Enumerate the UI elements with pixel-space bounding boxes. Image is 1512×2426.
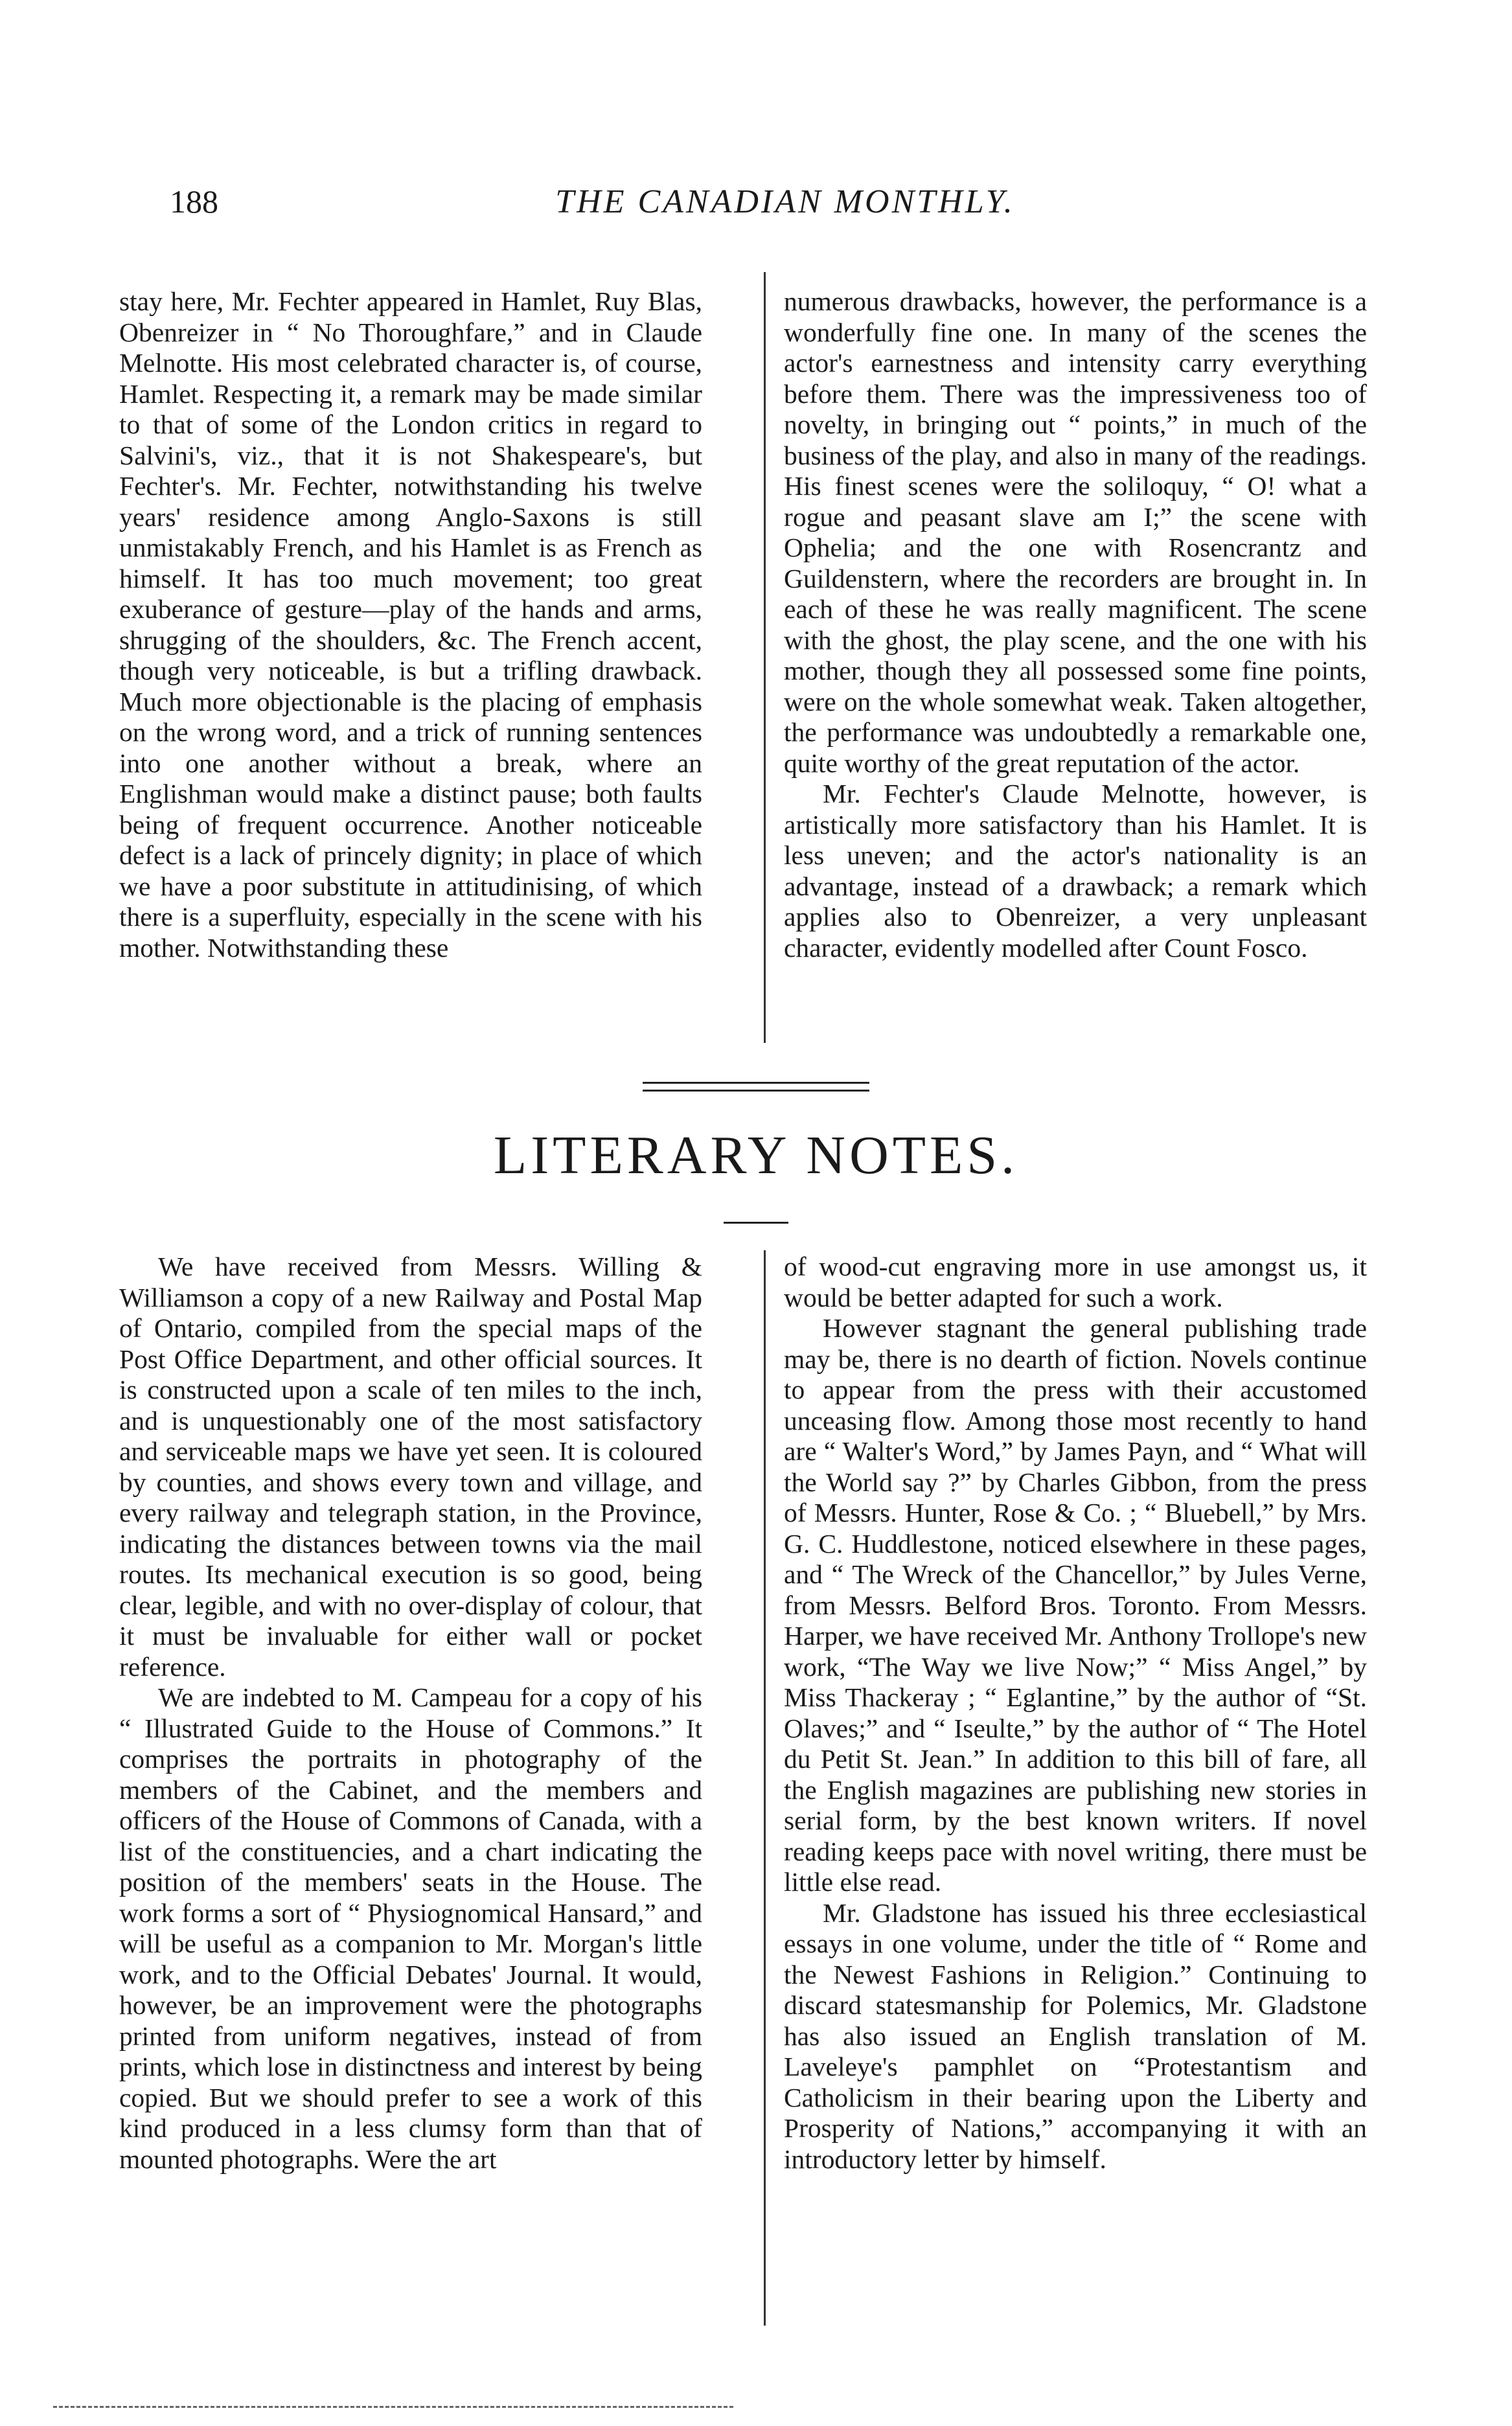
- footer-scan-mark: [53, 2406, 733, 2413]
- review-right-paragraph-2: Mr. Fechter's Claude Melnotte, however, is artistically more satisfactory than his Hamlet. It is less uneven; and the actor's nationality is an advantage, instead of a drawback; a remark which applies also to Obenreizer, a very unpleasant character, evidently modelled after Count Fosco.: [784, 779, 1367, 963]
- notes-left-paragraph-1: We have received from Messrs. Willing & Williamson a copy of a new Railway and Postal Map of Ontario, compiled from the special maps of the Post Office Department, and other official sources. It is constructed upon a scale of ten miles to the inch, and is unquestionably one of the most satisfactory and serviceable maps we have yet seen. It is coloured by counties, and shows every town and village, and every railway and telegraph station, in the Province, indicating the distances between towns via the mail routes. Its mechanical execution is so good, being clear, legible, and with no over-display of colour, that it must be invaluable for either wall or pocket reference.: [119, 1252, 702, 1682]
- section-divider-line-1: [643, 1082, 869, 1084]
- review-left-column: [119, 286, 702, 963]
- review-right-column: [784, 286, 1367, 963]
- review-left-paragraph-1: stay here, Mr. Fechter appeared in Hamlet, Ruy Blas, Obenreizer in “ No Thoroughfare,” and in Claude Melnotte. His most celebrated character is, of course, Hamlet. Respecting it, a remark may be made similar to that of some of the London critics in regard to Salvini's, viz., that it is not Shakespeare's, but Fechter's. Mr. Fechter, notwithstanding his twelve years' residence among Anglo-Saxons is still unmistakably French, and his Hamlet is as French as himself. It has too much movement; too great exuberance of gesture—play of the hands and arms, shrugging of the shoulders, &c. The French accent, though very noticeable, is but a trifling drawback. Much more objectionable is the placing of emphasis on the wrong word, and a trick of running sentences into one another without a break, where an Englishman would make a distinct pause; both faults being of frequent occurrence. Another noticeable defect is a lack of princely dignity; in place of which we have a poor substitute in attitudinising, of which there is a superfluity, especially in the scene with his mother. Notwithstanding these: [119, 286, 702, 963]
- page-header: [170, 183, 1401, 235]
- notes-right-paragraph-1: of wood-cut engraving more in use amongst us, it would be better adapted for such a work.: [784, 1252, 1367, 1312]
- review-right-paragraph-1: numerous drawbacks, however, the performance is a wonderfully fine one. In many of the scenes the actor's earnestness and intensity carry everything before them. There was the impressiveness too of novelty, in bringing out “ points,” in much of the business of the play, and also in many of the readings. His finest scenes were the soliloquy, “ O! what a rogue and peasant slave am I;” the scene with Ophelia; and the one with Rosencrantz and Guildenstern, where the recorders are brought in. In each of these he was really magnificent. The scene with the ghost, the play scene, and the one with his mother, though they all possessed some fine points, were on the whole somewhat weak. Taken altogether, the performance was undoubtedly a remarkable one, quite worthy of the great reputation of the actor.: [784, 286, 1367, 778]
- notes-left-column: [119, 1252, 702, 2175]
- column-separator-top: [764, 272, 766, 1043]
- section-title-literary-notes: LITERARY NOTES.: [493, 1125, 1019, 1185]
- title-underline: [724, 1222, 788, 1224]
- page-number: 188: [170, 183, 218, 220]
- notes-left-paragraph-2: We are indebted to M. Campeau for a copy of his “ Illustrated Guide to the House of Commons.” It comprises the portraits in photography of the members of the Cabinet, and the members and officers of the House of Commons of Canada, with a list of the constituencies, and a chart indicating the position of the members' seats in the House. The work forms a sort of “ Physiognomical Hansard,” and will be useful as a companion to Mr. Morgan's little work, and to the Official Debates' Journal. It would, however, be an improvement were the photographs printed from uniform negatives, instead of from prints, which lose in distinctness and interest by being copied. But we should prefer to see a work of this kind produced in a less clumsy form than that of mounted photographs. Were the art: [119, 1682, 702, 2174]
- running-title: THE CANADIAN MONTHLY.: [555, 183, 1015, 220]
- notes-right-paragraph-3: Mr. Gladstone has issued his three ecclesiastical essays in one volume, under the title of “ Rome and the Newest Fashions in Religion.” Continuing to discard statesmanship for Polemics, Mr. Gladstone has also issued an English translation of M. Laveleye's pamphlet on “Protestantism and Catholicism in their bearing upon the Liberty and Prosperity of Nations,” accompanying it with an introductory letter by himself.: [784, 1897, 1367, 2174]
- column-separator-bottom: [764, 1250, 766, 2326]
- section-divider-line-2: [643, 1090, 869, 1092]
- notes-right-column: [784, 1252, 1367, 2175]
- notes-right-paragraph-2: However stagnant the general publishing trade may be, there is no dearth of fiction. Novels continue to appear from the press with their accustomed unceasing flow. Among those most recently to hand are “ Walter's Word,” by James Payn, and “ What will the World say ?” by Charles Gibbon, from the press of Messrs. Hunter, Rose & Co. ; “ Bluebell,” by Mrs. G. C. Huddlestone, noticed elsewhere in these pages, and “ The Wreck of the Chancellor,” by Jules Verne, from Messrs. Belford Bros. Toronto. From Messrs. Harper, we have received Mr. Anthony Trollope's new work, “The Way we live Now;” “ Miss Angel,” by Miss Thackeray ; “ Eglantine,” by the author of “St. Olaves;” and “ Iseulte,” by the author of “ The Hotel du Petit St. Jean.” In addition to this bill of fare, all the English magazines are publishing new stories in serial form, by the best known writers. If novel reading keeps pace with novel writing, there must be little else read.: [784, 1313, 1367, 1897]
